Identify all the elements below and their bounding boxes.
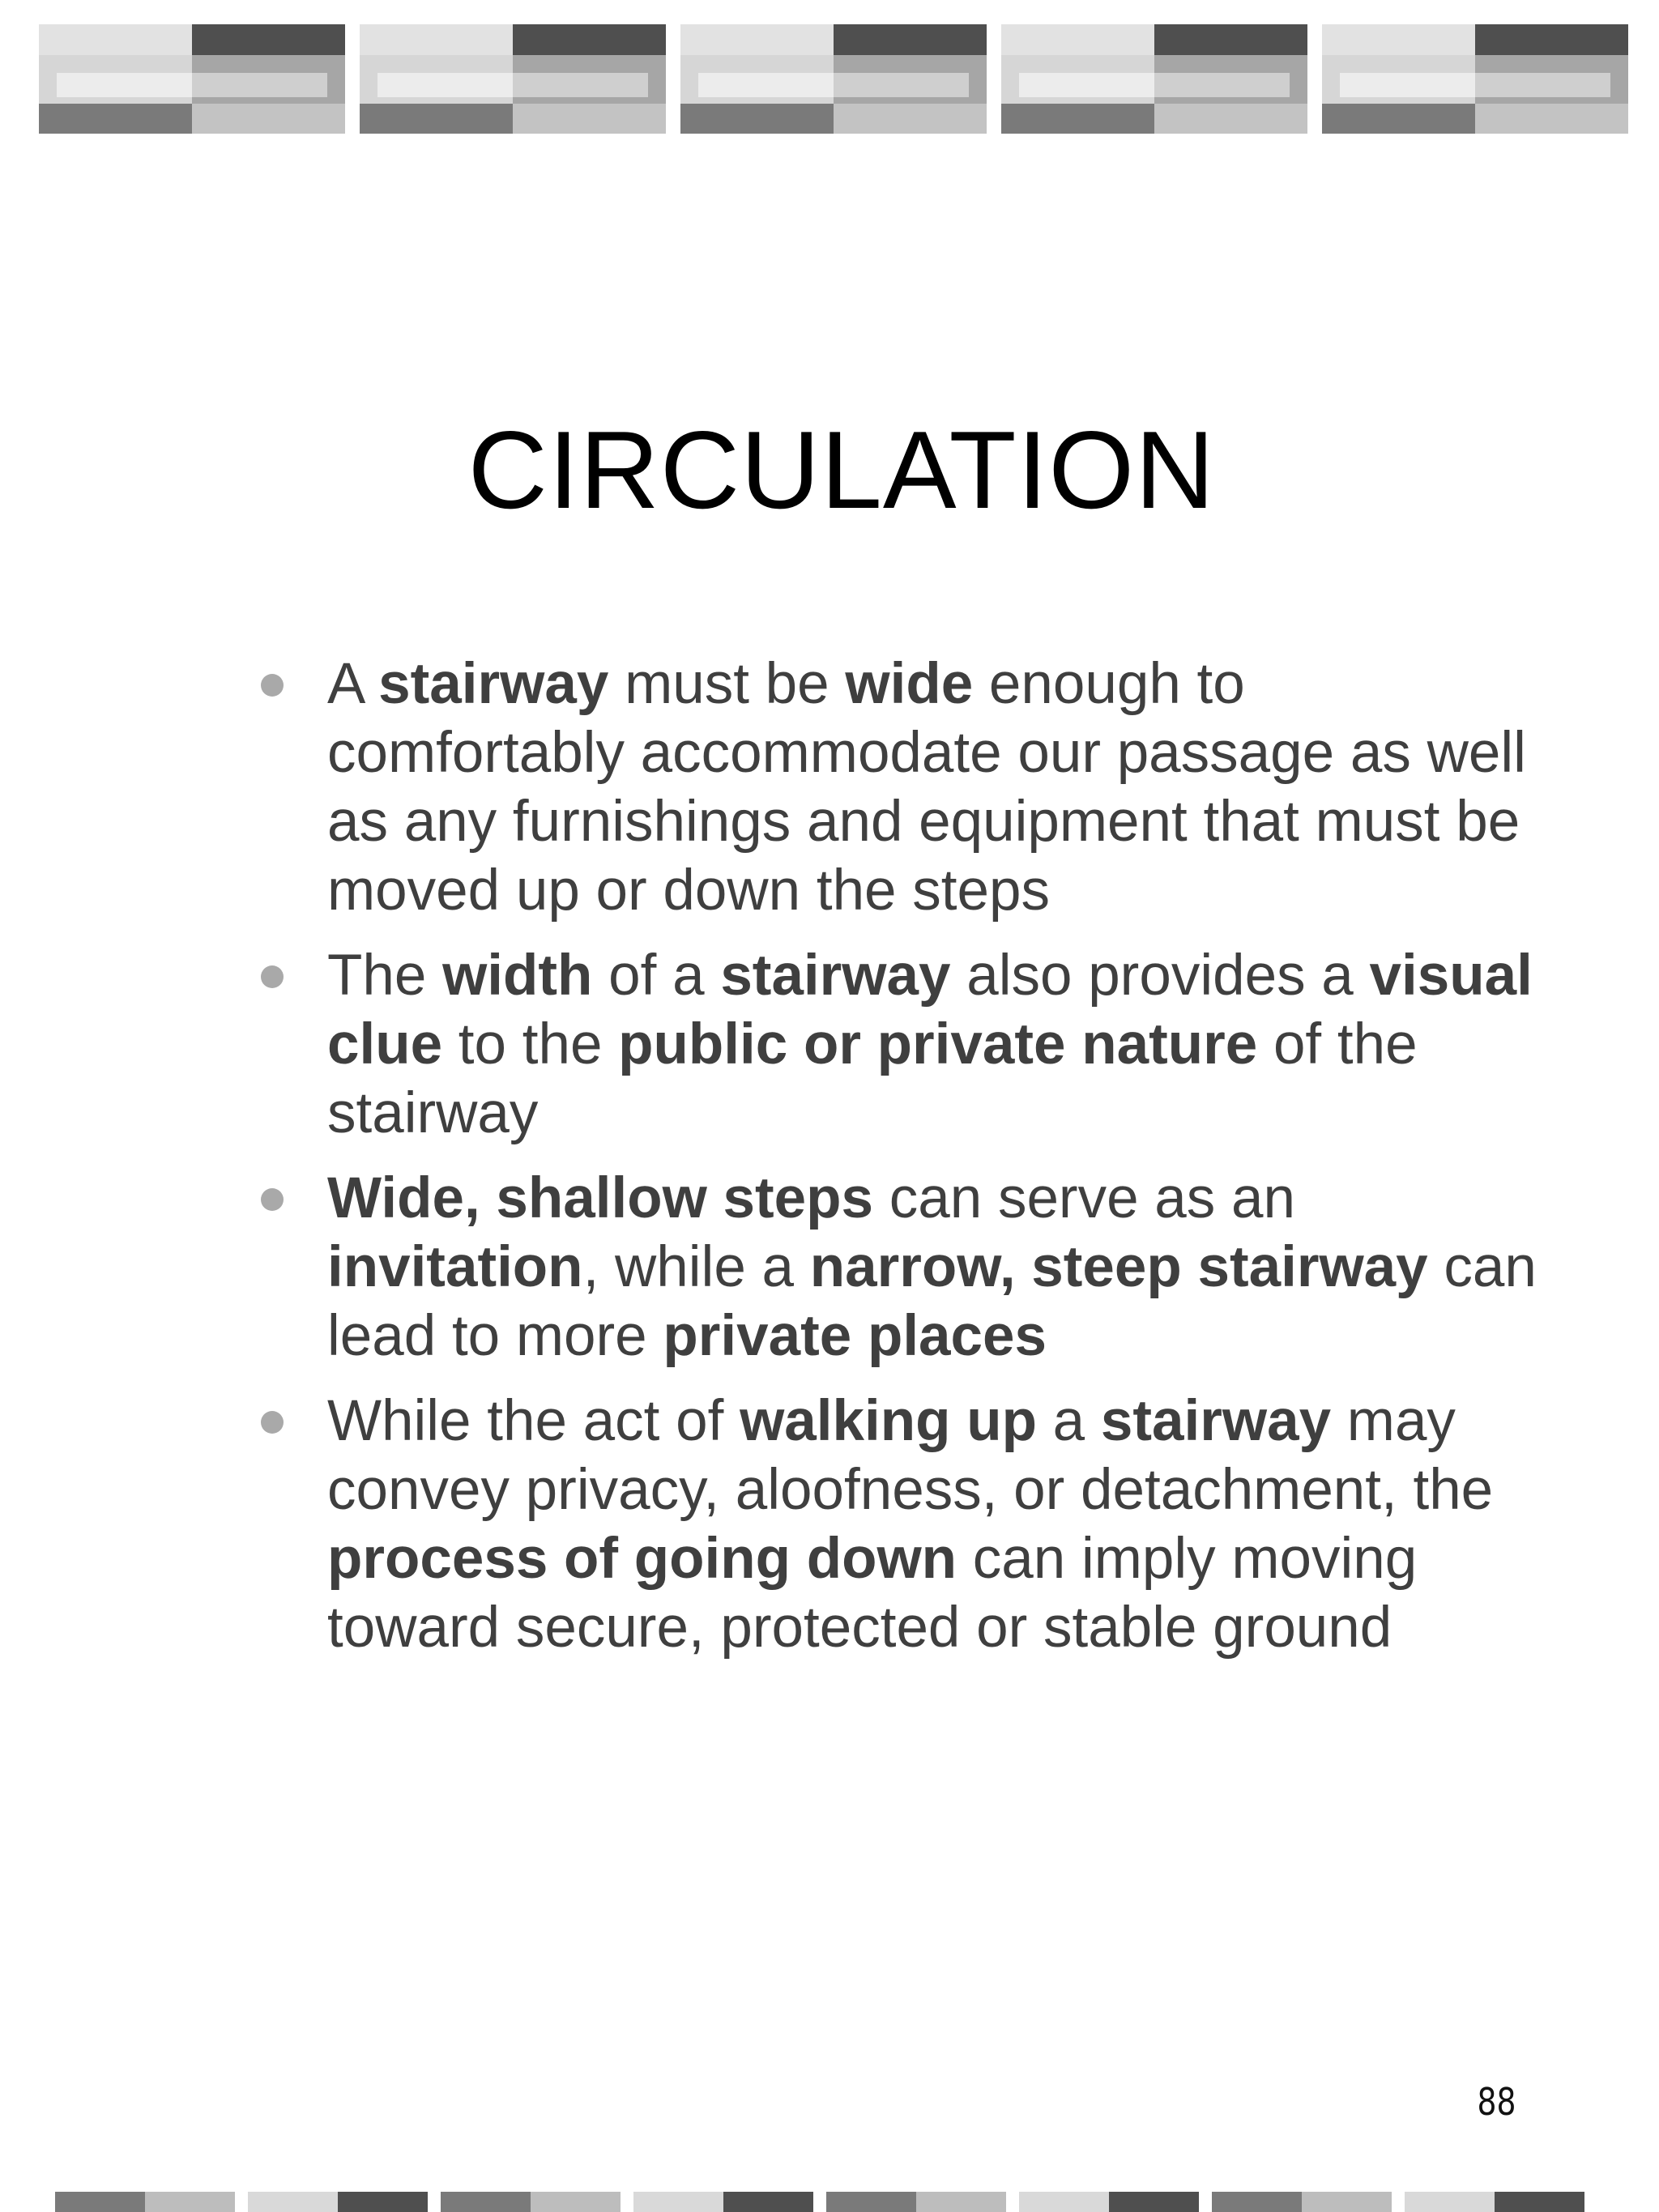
bullet-dot-icon — [261, 674, 284, 697]
strip-tile — [633, 2192, 813, 2212]
strip-tile — [826, 2192, 1006, 2212]
bullet-dot-icon — [261, 1188, 284, 1211]
banner-tile — [1322, 24, 1628, 134]
banner-tile — [680, 24, 987, 134]
emphasis-text: wide — [845, 652, 974, 716]
strip-tile — [1405, 2192, 1584, 2212]
body-text: to the — [442, 1012, 619, 1076]
bullet-item — [258, 1387, 1554, 1662]
emphasis-text: public or private nature — [618, 1012, 1258, 1076]
emphasis-text: process of going down — [327, 1527, 957, 1591]
emphasis-text: walking up — [740, 1389, 1037, 1453]
body-text: can imply moving toward secure, protected or stable ground — [327, 1527, 1418, 1660]
body-text: of a — [592, 944, 721, 1008]
banner-tile — [360, 24, 666, 134]
page-number: 88 — [1477, 2080, 1516, 2124]
body-text: can serve as an — [873, 1166, 1295, 1230]
body-text: , while a — [582, 1235, 810, 1299]
bullet-text — [327, 1166, 1537, 1368]
bullet-dot-icon — [261, 1411, 284, 1434]
bullet-item — [258, 941, 1554, 1148]
body-text: must be — [608, 652, 846, 716]
emphasis-text: stairway — [1100, 1389, 1332, 1453]
emphasis-text: width — [442, 944, 593, 1008]
banner-tile — [39, 24, 345, 134]
body-text: While the act of — [327, 1389, 740, 1453]
strip-tile — [248, 2192, 428, 2212]
emphasis-text: invitation — [327, 1235, 583, 1299]
emphasis-text: private places — [663, 1304, 1047, 1368]
body-text: also provides a — [950, 944, 1370, 1008]
bullet-text — [327, 1389, 1493, 1660]
emphasis-text: narrow, steep stairway — [809, 1235, 1428, 1299]
emphasis-text: stairway — [720, 944, 951, 1008]
bullet-text — [327, 944, 1533, 1145]
strip-tile — [1212, 2192, 1392, 2212]
bullet-item — [258, 650, 1554, 925]
body-text: can lead to more — [327, 1235, 1537, 1368]
body-text: enough to comfortably accommodate our passage as well as any furnishings and equipment that must be moved up or down the steps — [327, 652, 1526, 923]
body-text: a — [1036, 1389, 1101, 1453]
slide-title: CIRCULATION — [467, 408, 1216, 531]
top-decorative-banner — [39, 24, 1633, 134]
bullet-dot-icon — [261, 965, 284, 988]
body-text: A — [327, 652, 379, 716]
body-text: The — [327, 944, 443, 1008]
bottom-decorative-strip — [55, 2192, 1593, 2212]
strip-tile — [441, 2192, 621, 2212]
bullet-list — [258, 650, 1554, 1678]
emphasis-text: stairway — [378, 652, 609, 716]
strip-tile — [1019, 2192, 1199, 2212]
body-text: may convey privacy, aloofness, or detachment, the — [327, 1389, 1494, 1522]
bullet-item — [258, 1164, 1554, 1370]
emphasis-text: Wide, shallow steps — [327, 1166, 874, 1230]
emphasis-text: visual clue — [327, 944, 1533, 1076]
bullet-text — [327, 652, 1526, 923]
body-text: of the stairway — [327, 1012, 1418, 1145]
banner-tile — [1001, 24, 1307, 134]
strip-tile — [55, 2192, 235, 2212]
